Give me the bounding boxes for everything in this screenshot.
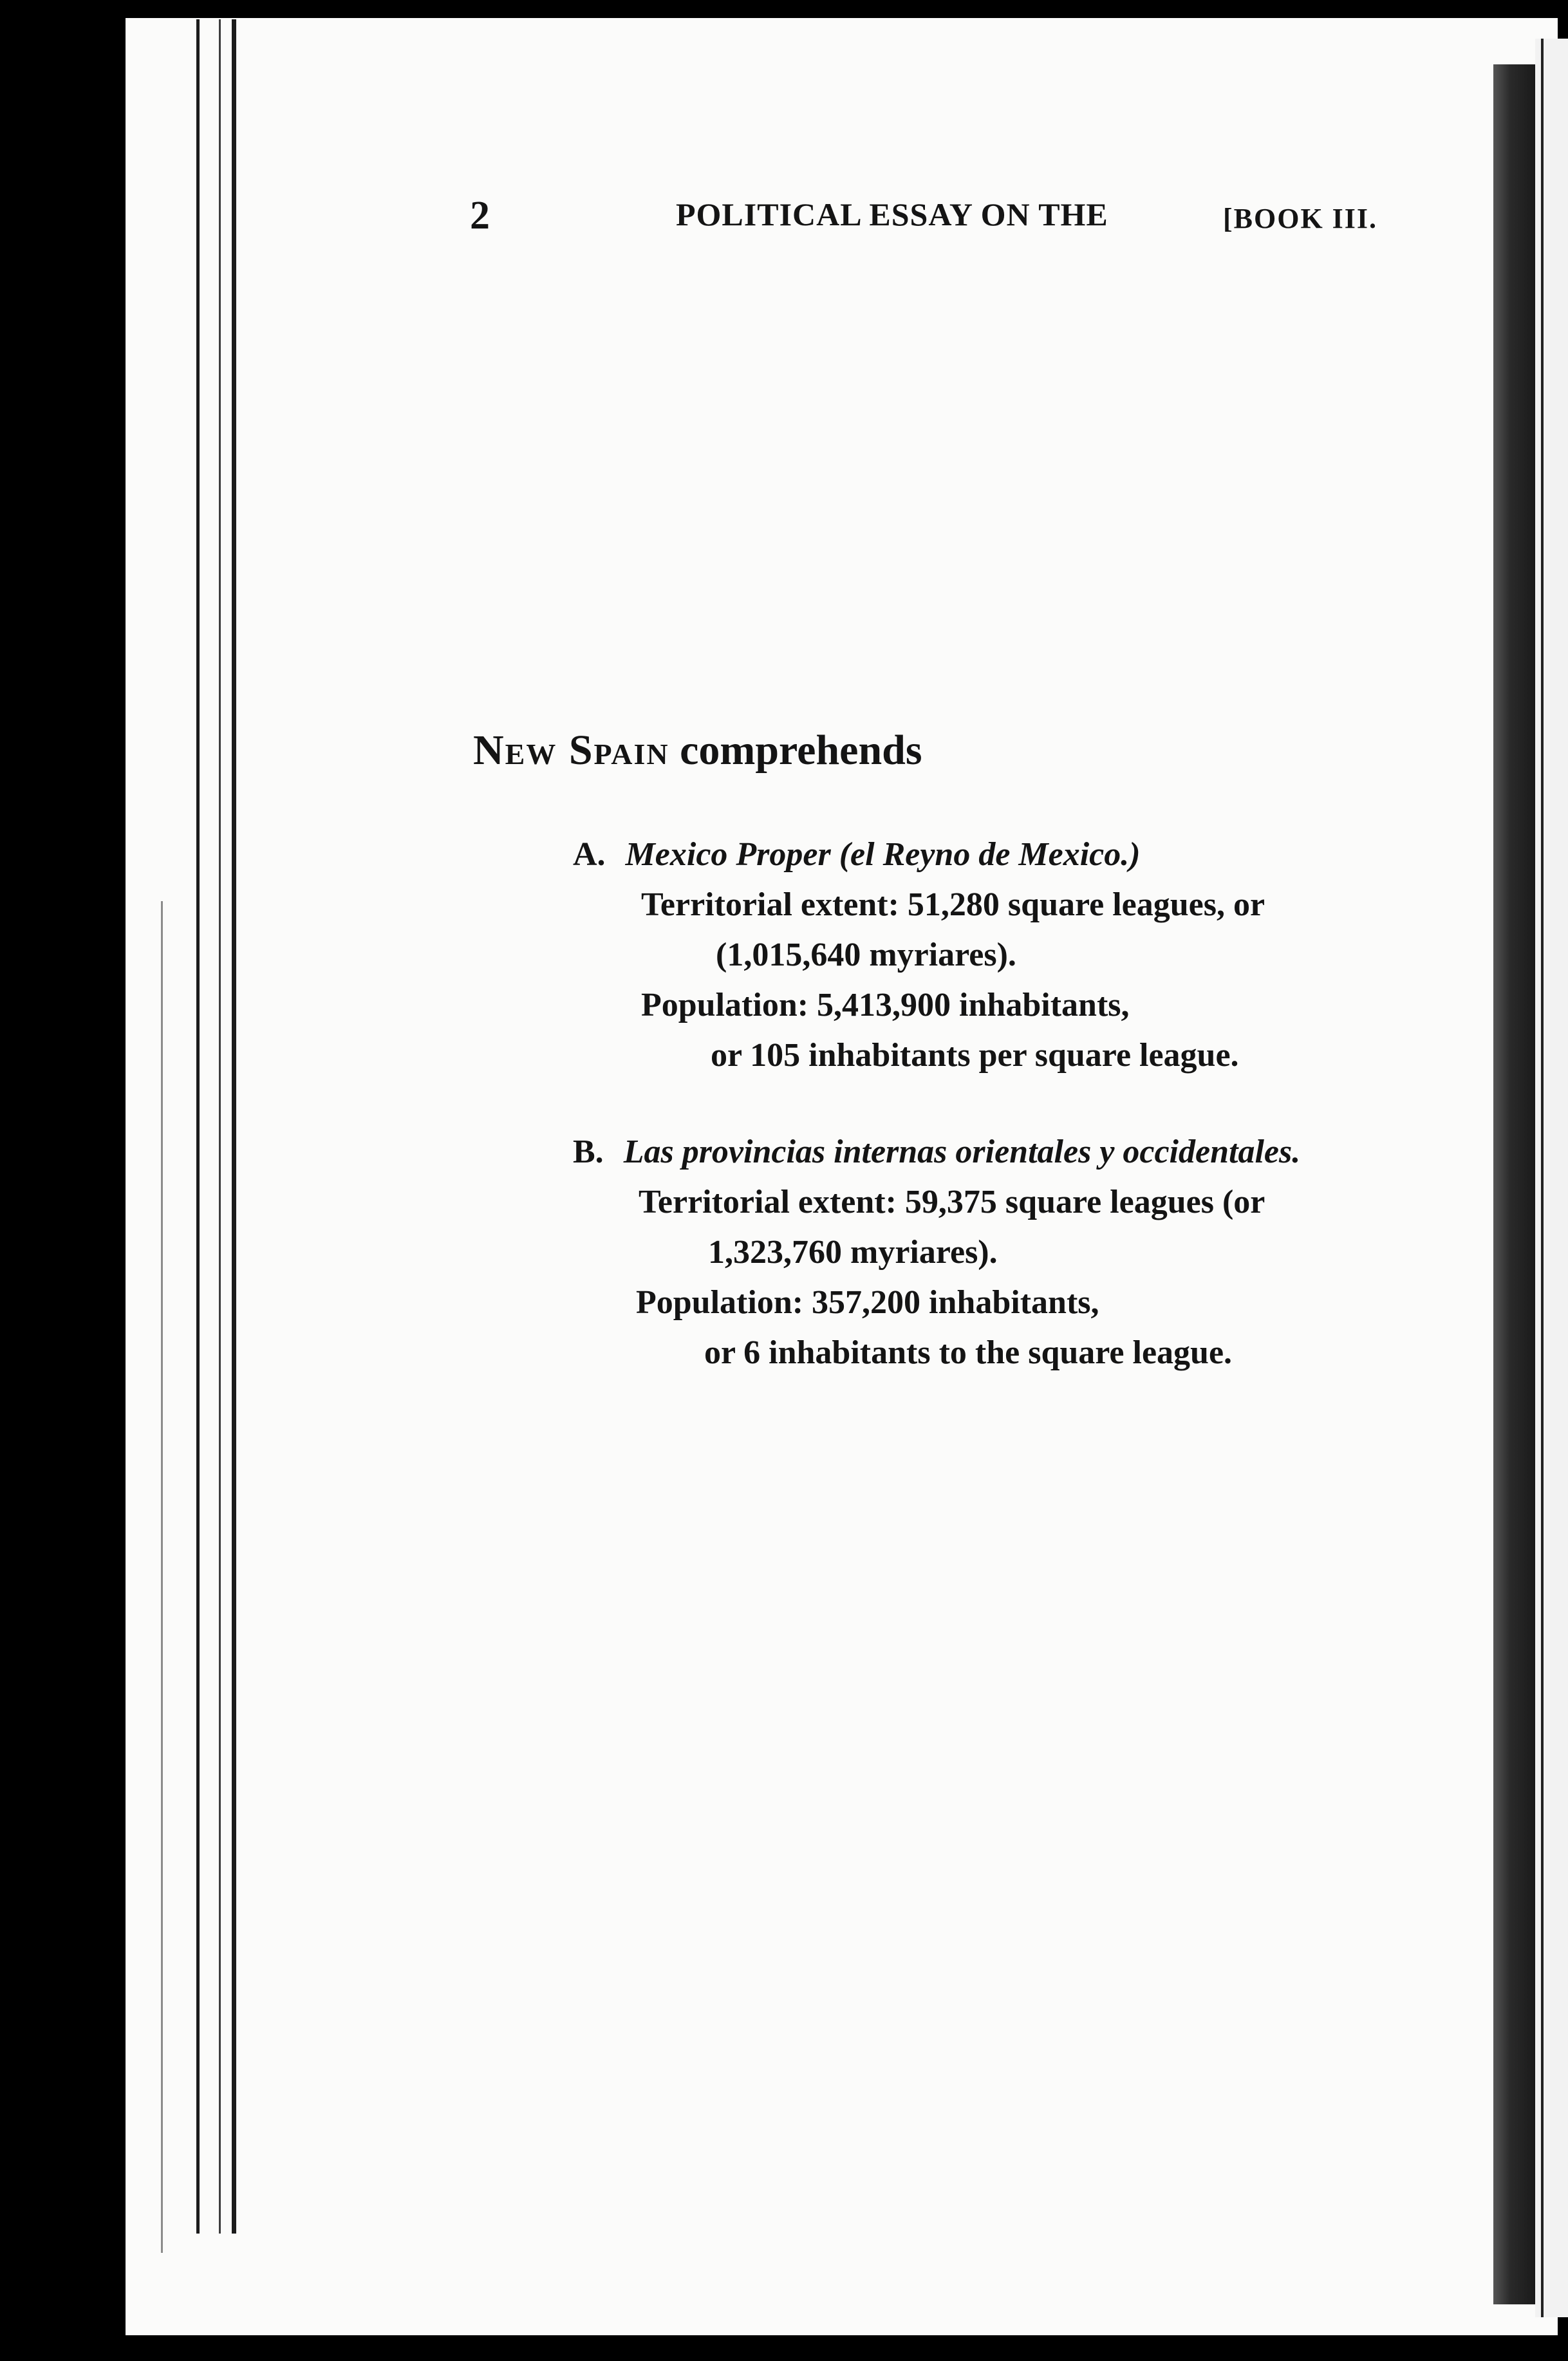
binding-line bbox=[161, 901, 163, 2253]
extent-line-cont: 1,323,760 myriares). bbox=[708, 1234, 998, 1271]
population-line-cont: or 105 inhabitants per square league. bbox=[711, 1037, 1239, 1074]
entry-letter: B. bbox=[573, 1134, 604, 1170]
running-title: POLITICAL ESSAY ON THE bbox=[676, 196, 1108, 232]
binding-line bbox=[196, 19, 200, 2234]
extent-line: Territorial extent: 59,375 square leagues (or bbox=[639, 1184, 1265, 1220]
population-line: Population: 5,413,900 inhabitants, bbox=[641, 987, 1130, 1023]
page-number: 2 bbox=[470, 194, 490, 238]
entry-name: Las provincias internas orientales y occidentales. bbox=[623, 1134, 1301, 1170]
facing-page-edge bbox=[1493, 64, 1535, 2304]
entry-title-a bbox=[573, 835, 1141, 873]
running-head bbox=[470, 193, 1416, 245]
extent-line: Territorial extent: 51,280 square leagues, or bbox=[641, 886, 1265, 923]
entry-name: Mexico Proper (el Reyno de Mexico.) bbox=[625, 836, 1141, 873]
extent-line-cont: (1,015,640 myriares). bbox=[716, 937, 1016, 973]
population-line: Population: 357,200 inhabitants, bbox=[636, 1284, 1099, 1321]
book-label: [BOOK III. bbox=[1223, 203, 1378, 234]
section-heading bbox=[473, 726, 922, 775]
population-line-cont: or 6 inhabitants to the square league. bbox=[704, 1334, 1233, 1371]
entry-title-b bbox=[573, 1133, 1300, 1171]
heading-small-caps: New Spain bbox=[473, 727, 669, 774]
entry-letter: A. bbox=[573, 836, 606, 873]
facing-page-line bbox=[1541, 39, 1544, 2317]
book-page bbox=[126, 18, 1558, 2335]
binding-line bbox=[219, 19, 221, 2234]
facing-page-strip bbox=[1535, 39, 1568, 2317]
binding-line bbox=[232, 19, 236, 2234]
heading-rest: comprehends bbox=[680, 727, 922, 774]
